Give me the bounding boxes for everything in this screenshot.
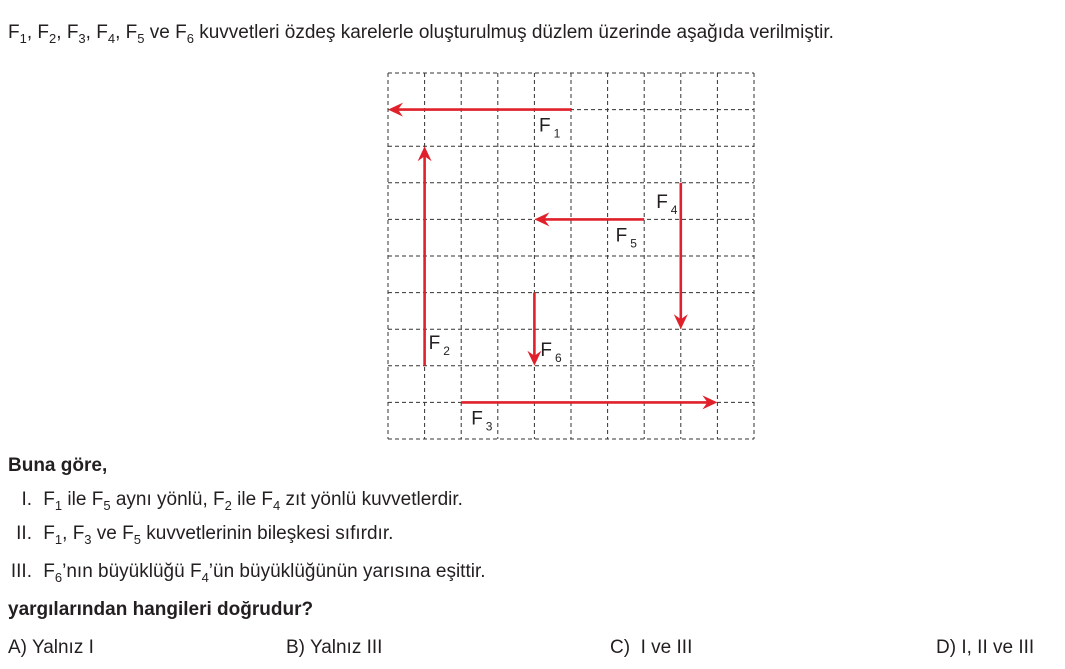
force-label-subscript: 1 [553,126,561,141]
force-subscript: 6 [54,570,63,585]
option-c[interactable] [610,636,692,660]
force-label-f6 [540,340,562,365]
force-label-subscript: 2 [443,344,450,359]
force-label-base: F [471,408,483,430]
option-a[interactable] [8,636,94,660]
statement-text [43,561,486,585]
statement-number: III. [10,561,32,582]
option-d[interactable] [936,636,1034,660]
force-label-f2 [429,333,451,358]
statement-fragment: aynı yönlü, [110,489,213,510]
force-labels [429,116,678,434]
force-ref: $F_1$, [8,22,38,46]
option-text: I, II ve III [961,637,1035,658]
force-ref: F [189,561,202,582]
statement-number: I. [21,489,32,510]
force-label-f4 [656,192,678,217]
force-label-subscript: 4 [670,202,678,217]
statement-fragment: ’nın büyüklüğü [62,561,190,582]
statement-fragment: ve [91,523,123,544]
statement-fragment: , [62,523,73,544]
option-text: I ve III [635,637,693,658]
statement-3 [8,560,486,584]
force-ref: F [213,489,225,510]
force-label-subscript: 3 [485,419,493,434]
statement-1 [8,488,463,512]
statement-fragment: kuvvetlerinin bileşkesi sıfırdır. [141,523,394,544]
force-label-subscript: 5 [630,236,637,251]
force-subscript: 3 [84,532,92,547]
force-label-base: F [540,340,553,362]
option-letter: D) [936,637,957,658]
question-lead: Buna göre, [8,455,108,476]
force-label-base: F [656,191,668,213]
dashed-grid [388,73,754,439]
force-label-f1 [539,116,561,141]
force-grid-figure [380,65,760,445]
force-ref: F [43,561,55,582]
force-ref: $F_6$ [175,22,194,46]
force-subscript: 5 [103,498,111,513]
statement-text [43,489,463,513]
force-ref: F [261,489,274,510]
force-label-base: F [539,115,551,137]
statement-fragment: zıt yönlü kuvvetlerdir. [280,489,463,510]
force-label-f5 [616,225,638,250]
statement-number: II. [16,523,32,544]
statement-fragment: ’ün büyüklüğünün yarısına eşittir. [208,561,486,582]
intro-text [8,21,834,45]
force-subscript: 2 [224,498,232,513]
force-label-f3 [471,408,493,433]
question-prompt: yargılarından hangileri doğrudur? [8,599,314,620]
intro-tail: kuvvetleri özdeş karelerle oluşturulmuş düzlem üzerinde aşağıda verilmiştir. [199,22,834,43]
option-text: Yalnız III [309,637,383,658]
force-subscript: 4 [273,498,281,513]
force-label-base: F [615,225,628,247]
force-subscript: 1 [54,498,63,513]
statement-2 [8,522,393,546]
force-ref: F [43,523,55,544]
force-ref: $F_4$, [96,22,126,46]
force-subscript: 4 [201,570,209,585]
statement-text [43,523,394,547]
statement-fragment: ile [62,489,92,510]
force-ref: F [91,489,104,510]
force-subscript: 1 [54,532,63,547]
force-ref: F [43,489,55,510]
statement-fragment: ile [231,489,262,510]
force-ref: $F_3$, [66,22,97,46]
option-letter: B) [286,637,305,658]
force-subscript: 5 [133,532,141,547]
option-letter: C) [610,637,631,658]
force-list [8,22,199,46]
force-ref: F [122,523,134,544]
option-letter: A) [8,637,27,658]
force-ref: $F_5$ ve [125,22,176,46]
force-label-subscript: 6 [555,351,562,366]
force-ref: $F_2$, [37,22,67,46]
force-label-base: F [428,333,441,355]
option-b[interactable] [286,636,382,660]
option-text: Yalnız I [31,637,94,658]
force-ref: F [72,523,85,544]
